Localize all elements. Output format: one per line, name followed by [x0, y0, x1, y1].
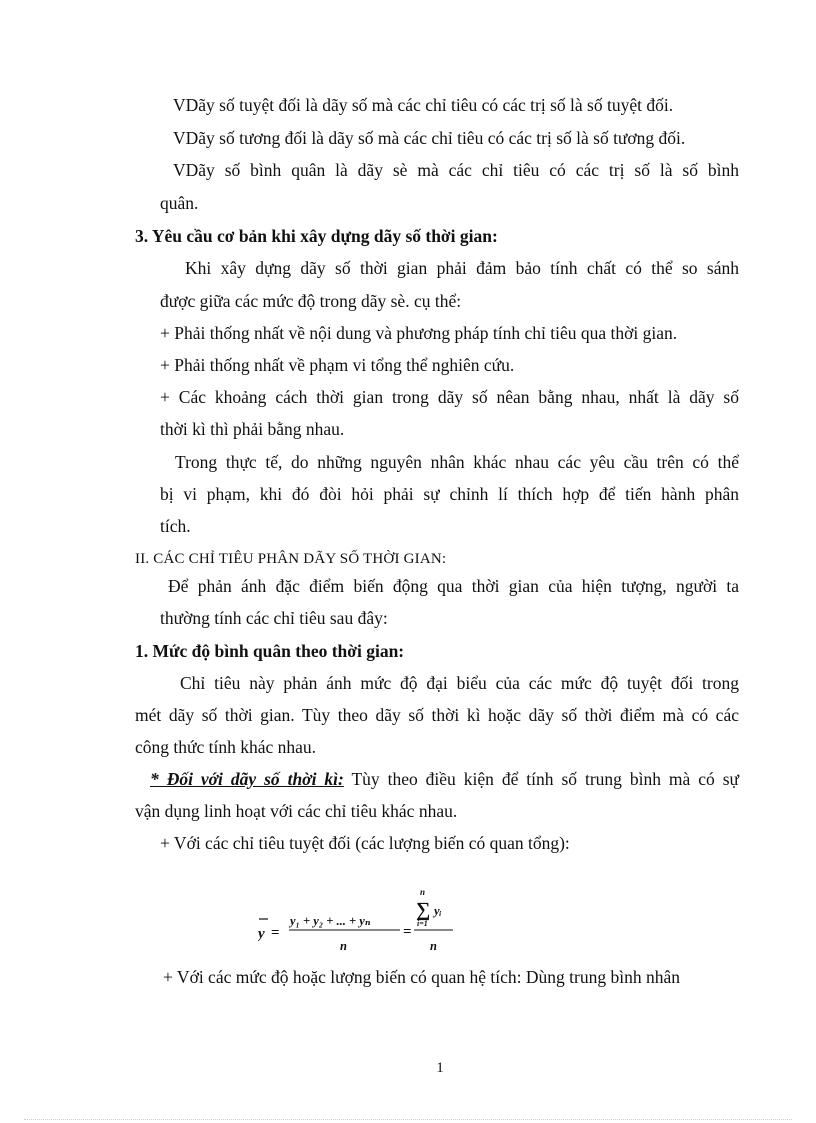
mean-formula: [258, 888, 478, 952]
text-fragment: Tùy theo điều kiện để tính số trung bình mà có sự: [343, 769, 739, 789]
text-line: Để phản ánh đặc điểm biến động qua thời gian của hiện tượng, người ta: [168, 576, 739, 596]
page-divider: [24, 1119, 792, 1120]
formula-denominator: n: [340, 939, 347, 952]
formula-numerator: y₁ + y₂ + ... + yₙ: [290, 914, 371, 928]
sum-lower-limit: i=1: [417, 919, 428, 928]
text-line: mét dãy số thời gian. Tùy theo dãy số thời kì hoặc dãy số thời điểm mà có các: [135, 705, 739, 725]
sum-symbol: ∑: [416, 899, 431, 921]
text-line: được giữa các mức độ trong dãy sè. cụ thể:: [160, 291, 462, 311]
text-line: + Các khoảng cách thời gian trong dãy số nêan bằng nhau, nhất là dãy số: [160, 387, 739, 407]
text-line: bị vi phạm, khi đó đòi hỏi phải sự chỉnh lí thích hợp để tiến hành phân: [160, 484, 739, 504]
sum-upper-limit: n: [420, 888, 426, 897]
formula-graphic: [258, 888, 478, 952]
text-line: [150, 768, 739, 790]
formula-equals: =: [271, 925, 280, 941]
section-heading-3: 3. Yêu cầu cơ bản khi xây dựng dãy số thời gian:: [135, 226, 498, 246]
text-line: thời kì thì phải bằng nhau.: [160, 419, 345, 439]
text-line: thường tính các chỉ tiêu sau đây:: [160, 608, 388, 628]
text-line: Trong thực tế, do những nguyên nhân khác nhau các yêu cầu trên có thể: [175, 452, 739, 472]
text-line: tích.: [160, 516, 191, 536]
sum-term: yᵢ: [434, 904, 442, 918]
text-line: công thức tính khác nhau.: [135, 737, 317, 757]
emphasis-label: * Đối với dãy số thời kì:: [150, 769, 344, 789]
text-line: + Phải thống nhất về phạm vi tổng thể nghiên cứu.: [160, 355, 515, 375]
text-line: VDãy số tuyệt đối là dãy số mà các chỉ tiêu có các trị số là số tuyệt đối.: [173, 95, 674, 115]
text-line: quân.: [160, 193, 199, 213]
text-line: Chỉ tiêu này phản ánh mức độ đại biểu của các mức độ tuyệt đối trong: [180, 673, 739, 693]
formula-equals-2: =: [403, 924, 412, 940]
section-heading-1: 1. Mức độ bình quân theo thời gian:: [135, 641, 405, 661]
text-line: VDãy số bình quân là dãy sè mà các chỉ tiêu có các trị số là số bình: [173, 160, 739, 180]
section-heading-ii: II. CÁC CHỈ TIÊU PHÂN DÃY SỐ THỜI GIAN:: [135, 551, 447, 567]
formula-lhs: y: [258, 926, 265, 942]
text-line: + Phải thống nhất về nội dung và phương pháp tính chỉ tiêu qua thời gian.: [160, 323, 678, 343]
formula-denominator-2: n: [430, 939, 437, 952]
text-line: VDãy số tương đối là dãy số mà các chỉ tiêu có các trị số là số tương đối.: [173, 128, 686, 148]
text-line: + Với các mức độ hoặc lượng biến có quan hệ tích: Dùng trung bình nhân: [163, 967, 680, 987]
page-number: 1: [436, 1060, 444, 1076]
text-line: + Với các chỉ tiêu tuyệt đối (các lượng biến có quan tổng):: [160, 833, 570, 853]
text-line: vận dụng linh hoạt với các chỉ tiêu khác nhau.: [135, 801, 458, 821]
text-line: Khi xây dựng dãy số thời gian phải đảm bảo tính chất có thể so sánh: [185, 258, 739, 278]
